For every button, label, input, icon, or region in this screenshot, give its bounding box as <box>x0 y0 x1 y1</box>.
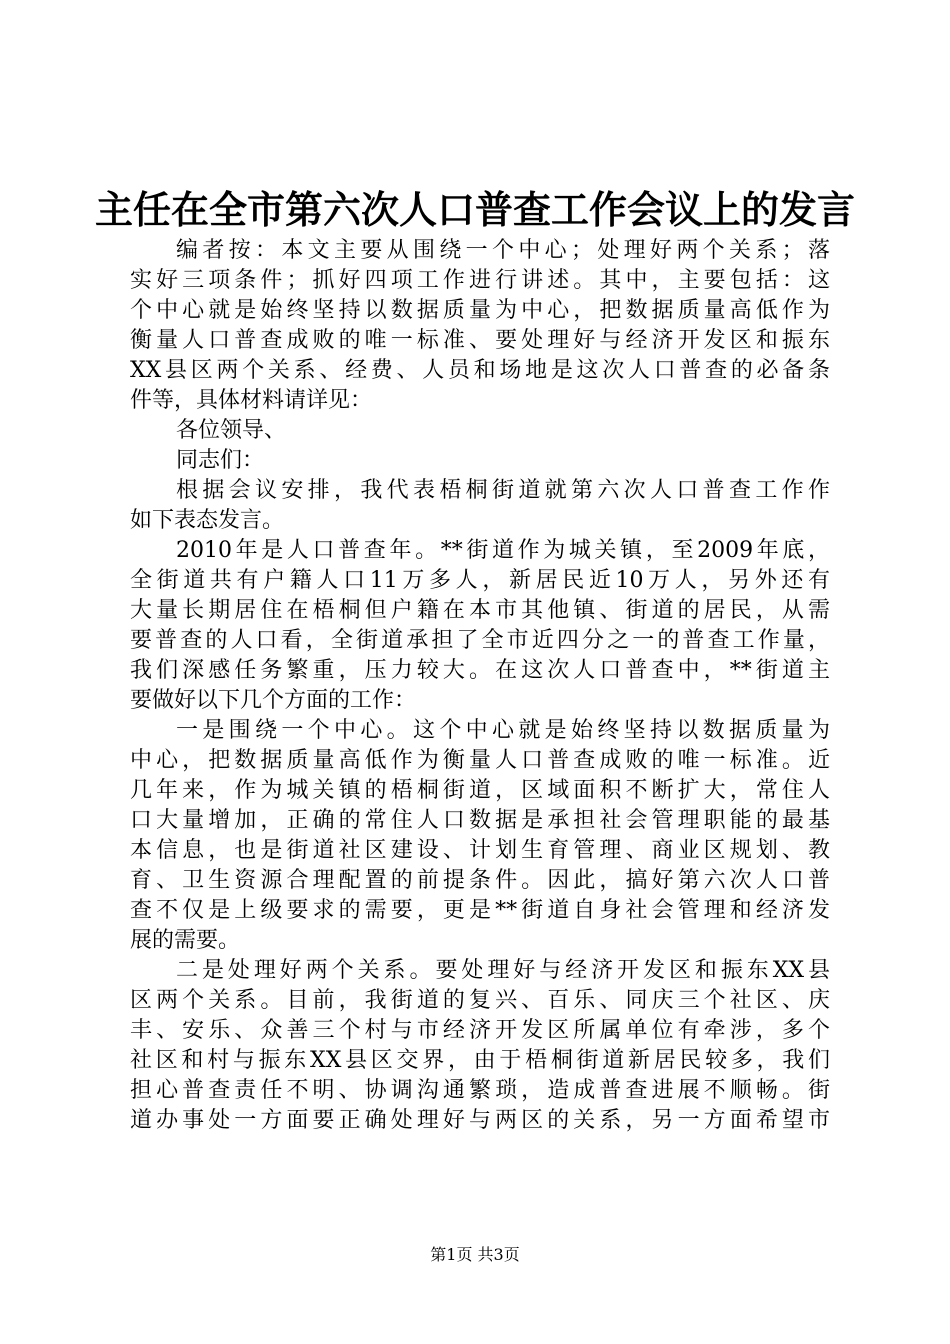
text-line: 一是围绕一个中心。这个中心就是始终坚持以数据质量为 <box>176 718 830 743</box>
text-line: 展的需要。 <box>130 928 241 953</box>
text-line: XX县区两个关系、经费、人员和场地是这次人口普查的必备条 <box>130 358 830 383</box>
text-line: 本信息，也是街道社区建设、计划生育管理、商业区规划、教 <box>130 838 830 863</box>
text-line: 中心，把数据质量高低作为衡量人口普查成败的唯一标准。近 <box>130 748 830 773</box>
text-line: 查不仅是上级要求的需要，更是**街道自身社会管理和经济发 <box>130 898 830 923</box>
text-line: 编者按：本文主要从围绕一个中心；处理好两个关系；落 <box>176 238 830 263</box>
page-indicator: 第1页 共3页 <box>430 1245 520 1264</box>
text-line: 社区和村与振东XX县区交界，由于梧桐街道新居民较多，我们 <box>130 1048 830 1073</box>
text-line: 我们深感任务繁重，压力较大。在这次人口普查中，**街道主 <box>130 658 830 683</box>
text-line: 担心普查责任不明、协调沟通繁琐，造成普查进展不顺畅。街 <box>130 1078 830 1103</box>
text-line: 道办事处一方面要正确处理好与两区的关系，另一方面希望市 <box>130 1108 830 1133</box>
text-line: 全街道共有户籍人口11万多人，新居民近10万人，另外还有 <box>130 568 830 593</box>
text-line: 衡量人口普查成败的唯一标准、要处理好与经济开发区和振东 <box>130 328 830 353</box>
text-line: 大量长期居住在梧桐但户籍在本市其他镇、街道的居民，从需 <box>130 598 830 623</box>
text-line: 实好三项条件；抓好四项工作进行讲述。其中，主要包括：这 <box>130 268 830 293</box>
text-line: 丰、安乐、众善三个村与市经济开发区所属单位有牵涉，多个 <box>130 1018 830 1043</box>
text-line: 如下表态发言。 <box>130 508 285 533</box>
document-title: 主任在全市第六次人口普查工作会议上的发言 <box>94 187 855 232</box>
text-line: 个中心就是始终坚持以数据质量为中心，把数据质量高低作为 <box>130 298 830 323</box>
text-line: 口大量增加，正确的常住人口数据是承担社会管理职能的最基 <box>130 808 830 833</box>
text-line: 各位领导、 <box>176 418 287 443</box>
text-line: 2010年是人口普查年。**街道作为城关镇，至2009年底， <box>176 538 830 563</box>
text-line: 根据会议安排，我代表梧桐街道就第六次人口普查工作作 <box>176 478 830 503</box>
text-line: 要普查的人口看，全街道承担了全市近四分之一的普查工作量， <box>130 628 830 653</box>
text-line: 区两个关系。目前，我街道的复兴、百乐、同庆三个社区、庆 <box>130 988 830 1013</box>
document-body <box>130 236 830 1136</box>
text-line: 要做好以下几个方面的工作： <box>130 688 417 713</box>
text-line: 育、卫生资源合理配置的前提条件。因此，搞好第六次人口普 <box>130 868 830 893</box>
text-line: 几年来，作为城关镇的梧桐街道，区域面积不断扩大，常住人 <box>130 778 830 803</box>
text-line: 件等，具体材料请详见： <box>130 388 373 413</box>
text-line: 二是处理好两个关系。要处理好与经济开发区和振东XX县 <box>176 958 830 983</box>
text-line: 同志们： <box>176 448 265 473</box>
